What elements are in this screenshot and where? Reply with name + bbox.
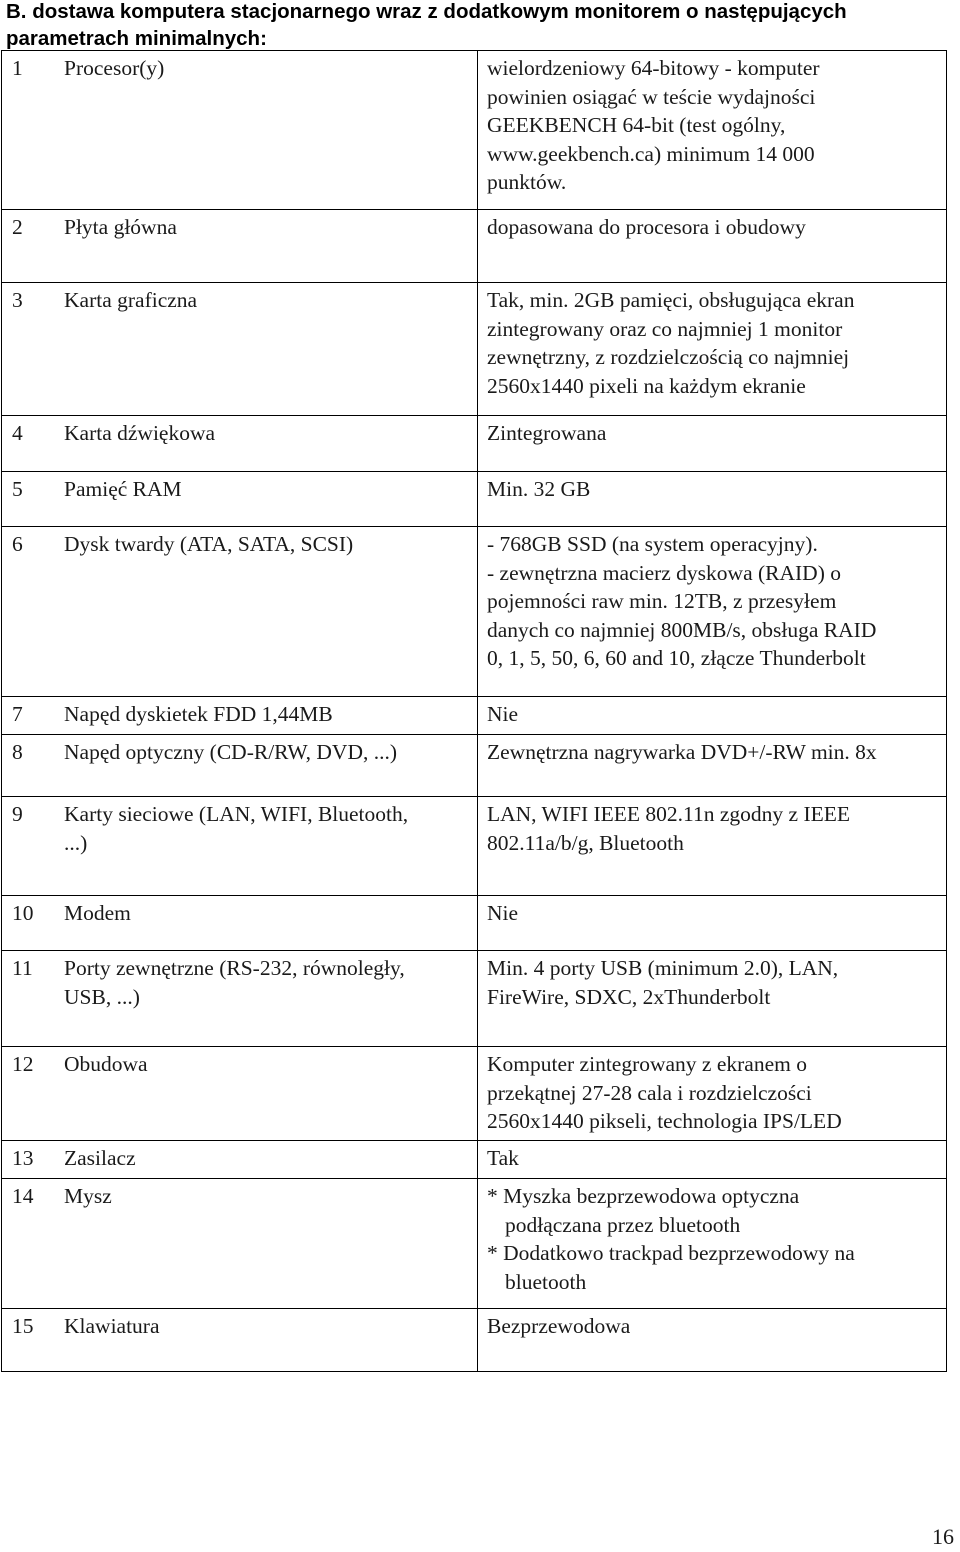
param-label: Klawiatura — [64, 1314, 160, 1338]
value-line: - 768GB SSD (na system operacyjny). — [487, 532, 818, 556]
param-label: Napęd optyczny (CD-R/RW, DVD, ...) — [64, 740, 398, 764]
value-line: zewnętrzny, z rozdzielczością co najmniej — [487, 345, 850, 369]
param-label: Płyta główna — [64, 215, 177, 239]
value-cell — [478, 797, 947, 896]
param-label — [64, 954, 471, 1011]
value-cell — [478, 735, 947, 797]
param-label: Karta graficzna — [64, 288, 198, 312]
param-label-line: Porty zewnętrzne (RS-232, równoległy, — [64, 956, 405, 980]
param-cell — [2, 697, 478, 735]
value-line: wielordzeniowy 64-bitowy - komputer — [487, 56, 820, 80]
row-number: 13 — [12, 1146, 34, 1170]
param-label: Obudowa — [64, 1052, 148, 1076]
value-line: punktów. — [487, 170, 567, 194]
param-label: Zasilacz — [64, 1146, 136, 1170]
param-cell — [2, 1141, 478, 1179]
value-line: 2560x1440 pixeli na każdym ekranie — [487, 373, 806, 398]
value-line: Tak — [487, 1146, 519, 1170]
row-number: 14 — [12, 1184, 34, 1208]
row-number: 9 — [12, 802, 23, 826]
value-cell — [478, 697, 947, 735]
param-label: Mysz — [64, 1184, 112, 1208]
param-cell — [2, 210, 478, 283]
table-row — [2, 951, 947, 1047]
value-line: dopasowana do procesora i obudowy — [487, 215, 806, 239]
page-number: 16 — [932, 1524, 954, 1549]
value-line: bluetooth — [505, 1269, 587, 1294]
value-line: zintegrowany oraz co najmniej 1 monitor — [487, 316, 843, 341]
param-label-line: Karty sieciowe (LAN, WIFI, Bluetooth, — [64, 802, 409, 826]
param-label: Modem — [64, 901, 131, 925]
table-row — [2, 797, 947, 896]
value-line: FireWire, SDXC, 2xThunderbolt — [487, 984, 771, 1009]
value-line: 2560x1440 pikseli, technologia IPS/LED — [487, 1109, 842, 1133]
value-cell — [478, 896, 947, 951]
value-line: * Myszka bezprzewodowa optyczna — [487, 1184, 800, 1208]
table-row — [2, 1141, 947, 1179]
value-line: GEEKBENCH 64-bit (test ogólny, — [487, 113, 786, 137]
row-number: 4 — [12, 421, 23, 445]
table-row — [2, 210, 947, 283]
row-number: 1 — [12, 56, 23, 80]
param-cell — [2, 735, 478, 797]
table-row — [2, 697, 947, 735]
row-number: 11 — [12, 956, 33, 980]
value-line: podłączana przez bluetooth — [505, 1212, 741, 1237]
value-line: Min. 32 GB — [487, 477, 591, 501]
row-number: 2 — [12, 215, 23, 239]
value-cell — [478, 283, 947, 416]
value-cell — [478, 472, 947, 527]
param-cell — [2, 51, 478, 210]
value-line: 0, 1, 5, 50, 6, 60 and 10, złącze Thunderbolt — [487, 646, 866, 670]
param-label-line: USB, ...) — [64, 984, 140, 1009]
value-line: Nie — [487, 901, 519, 925]
param-label: Procesor(y) — [64, 56, 165, 80]
heading-line-2: parametrach minimalnych: — [6, 27, 267, 50]
value-line: * Dodatkowo trackpad bezprzewodowy na — [487, 1241, 855, 1265]
value-cell — [478, 1309, 947, 1372]
row-number: 3 — [12, 288, 23, 312]
value-cell — [478, 210, 947, 283]
value-line: Zewnętrzna nagrywarka DVD+/-RW min. 8x — [487, 740, 877, 764]
heading-line-1: B. dostawa komputera stacjonarnego wraz z dodatkowym monitorem o następujących — [6, 0, 847, 23]
value-line: przekątnej 27-28 cala i rozdzielczości — [487, 1080, 812, 1105]
row-number: 5 — [12, 477, 23, 501]
value-line: LAN, WIFI IEEE 802.11n zgodny z IEEE — [487, 802, 851, 826]
value-cell — [478, 951, 947, 1047]
value-line: Min. 4 porty USB (minimum 2.0), LAN, — [487, 956, 839, 980]
table-row — [2, 1309, 947, 1372]
table-row — [2, 51, 947, 210]
row-number: 8 — [12, 740, 23, 764]
param-cell — [2, 283, 478, 416]
section-heading — [6, 0, 956, 52]
param-label: Napęd dyskietek FDD 1,44MB — [64, 702, 333, 726]
value-line: Tak, min. 2GB pamięci, obsługująca ekran — [487, 288, 855, 312]
table-row — [2, 896, 947, 951]
row-number: 10 — [12, 901, 34, 925]
value-cell — [478, 1179, 947, 1309]
table-row — [2, 472, 947, 527]
value-cell — [478, 1141, 947, 1179]
table-row — [2, 1179, 947, 1309]
value-line: Nie — [487, 702, 519, 726]
spec-table — [1, 50, 947, 1372]
param-label-line: ...) — [64, 830, 88, 855]
table-row — [2, 416, 947, 472]
param-cell — [2, 416, 478, 472]
value-line: danych co najmniej 800MB/s, obsługa RAID — [487, 617, 877, 642]
table-row — [2, 283, 947, 416]
value-cell — [478, 51, 947, 210]
value-cell — [478, 416, 947, 472]
value-line: - zewnętrzna macierz dyskowa (RAID) o — [487, 560, 841, 585]
value-line: Komputer zintegrowany z ekranem o — [487, 1052, 807, 1076]
row-number: 7 — [12, 702, 23, 726]
param-cell — [2, 527, 478, 697]
table-row — [2, 735, 947, 797]
param-cell — [2, 896, 478, 951]
param-label: Karta dźwiękowa — [64, 421, 216, 445]
row-number: 6 — [12, 532, 23, 556]
param-cell — [2, 472, 478, 527]
value-line: powinien osiągać w teście wydajności — [487, 84, 816, 109]
param-label: Pamięć RAM — [64, 477, 182, 501]
table-row — [2, 527, 947, 697]
value-line: Bezprzewodowa — [487, 1314, 631, 1338]
value-line: www.geekbench.ca) minimum 14 000 — [487, 141, 815, 166]
row-number: 15 — [12, 1314, 34, 1338]
row-number: 12 — [12, 1052, 34, 1076]
value-line: pojemności raw min. 12TB, z przesyłem — [487, 589, 837, 613]
value-cell — [478, 1047, 947, 1141]
param-label — [64, 800, 471, 857]
param-cell — [2, 797, 478, 896]
param-label: Dysk twardy (ATA, SATA, SCSI) — [64, 532, 354, 556]
value-line: Zintegrowana — [487, 421, 607, 445]
param-cell — [2, 951, 478, 1047]
param-cell — [2, 1309, 478, 1372]
param-cell — [2, 1179, 478, 1309]
value-cell — [478, 527, 947, 697]
table-row — [2, 1047, 947, 1141]
param-cell — [2, 1047, 478, 1141]
value-line: 802.11a/b/g, Bluetooth — [487, 830, 684, 855]
